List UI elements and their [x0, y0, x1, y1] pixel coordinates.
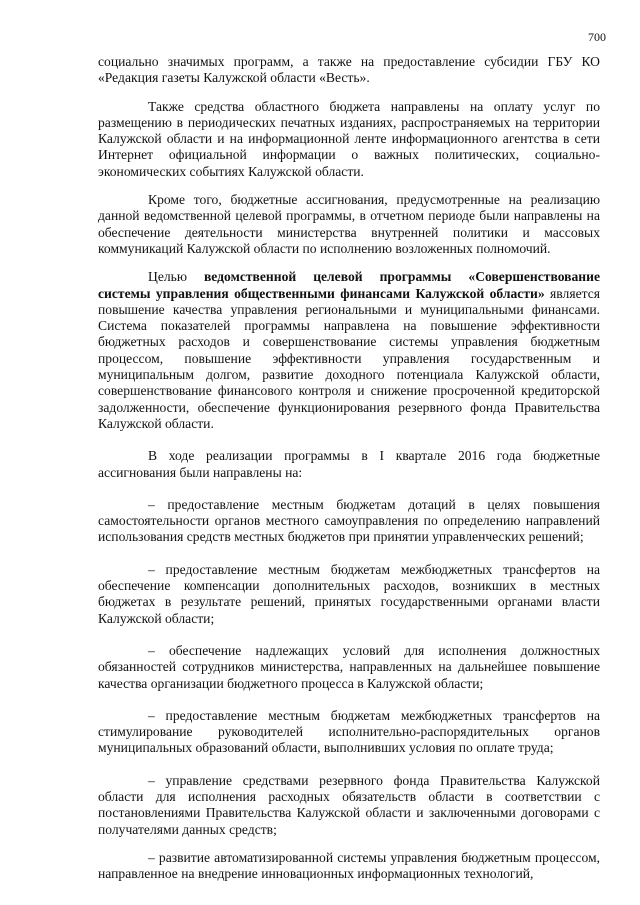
goal-lead-text: Целью	[148, 269, 204, 285]
list-item-subsidies: – предоставление местным бюджетам дотаций в целях повышения самостоятельности органов местного самоуправления по определению направлений использования средств местных бюджетов при принятии управленческих решений;	[98, 496, 600, 545]
paragraph-program-goal	[98, 269, 600, 432]
paragraph-intro: В ходе реализации программы в I квартале 2016 года бюджетные ассигнования были направлены на:	[98, 448, 600, 480]
goal-rest-text: является повышение качества управления региональными и муниципальными финансами. Система показателей программы направлена на повышение эффективности бюджетных расходов и совершенствование системы управления бюджетным процессом, повышение эффективности управления государственным и муниципальным долгом, развитие доходного потенциала Калужской области, совершенствование финансового контроля и снижение просроченной кредиторской задолженности, обеспечение функционирования резервного фонда Правительства Калужской области.	[98, 285, 600, 431]
paragraph-budget-allocations: Кроме того, бюджетные ассигнования, предусмотренные на реализацию данной ведомственной целевой программы, в отчетном периоде были направлены на обеспечение деятельности министерства внутренней политики и массовых коммуникаций Калужской области по исполнению возложенных полномочий.	[98, 192, 600, 256]
list-item-incentives: – предоставление местным бюджетам межбюджетных трансфертов на стимулирование руководителей исполнительно-распорядительных органов муниципальных образований области, выполнивших условия по оплате труда;	[98, 707, 600, 756]
list-item-ministry-conditions: – обеспечение надлежащих условий для исполнения должностных обязанностей сотрудников министерства, направленных на дальнейшее повышение качества организации бюджетного процесса в Калужской области;	[98, 642, 600, 691]
document-body	[98, 54, 600, 882]
paragraph-continuation: социально значимых программ, а также на предоставление субсидии ГБУ КО «Редакция газеты Калужской области «Весть».	[98, 54, 600, 86]
program-title-bold: ведомственной целевой программы «Совершенствование системы управления общественными финансами Калужской области»	[98, 269, 600, 301]
list-item-automation: – развитие автоматизированной системы управления бюджетным процессом, направленное на внедрение инновационных информационных технологий,	[98, 849, 600, 882]
list-item-compensation: – предоставление местным бюджетам межбюджетных трансфертов на обеспечение компенсации дополнительных расходов, возникших в местных бюджетах в результате решений, принятых государственными органами власти Калужской области;	[98, 561, 600, 626]
page-number: 700	[588, 30, 606, 44]
list-item-reserve-fund: – управление средствами резервного фонда Правительства Калужской области для исполнения расходных обязательств области в соответствии с постановлениями Правительства Калужской области и заключенными договорами с получателями данных средств;	[98, 772, 600, 837]
paragraph-media-funding: Также средства областного бюджета направлены на оплату услуг по размещению в периодических печатных изданиях, распространяемых на территории Калужской области и на информационной ленте информационного агентства в сети Интернет официальной информации о важных политических, социально-экономических событиях Калужской области.	[98, 98, 600, 179]
